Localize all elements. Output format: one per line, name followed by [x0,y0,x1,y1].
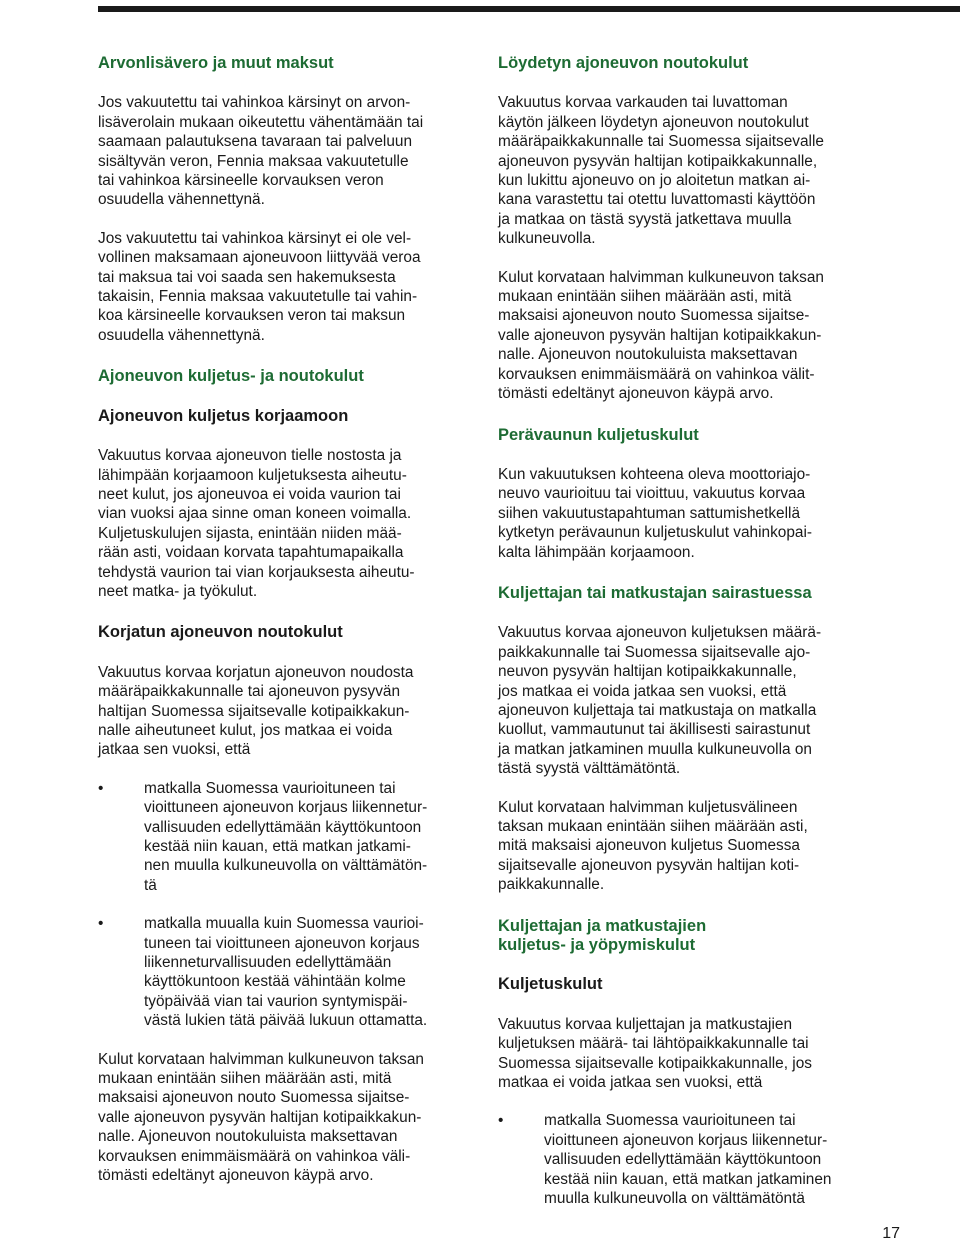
bullet-text: matkalla muualla kuin Suomessa vaurioi- tuneen tai vioittuneen ajoneuvon korjaus liikenneturvallisuuden edellyttämään käyttökuntoon kestää vähintään kolme työpäivää vian tai vaurion syntymispäi- västä lukien tätä päivää lukuun ottamatta. [144,915,428,1030]
bullet-text: matkalla Suomessa vaurioituneen tai vioittuneen ajoneuvon korjaus liikennetur- vallisuuden edellyttämään käyttökuntoon kestää niin kauan, että matkan jatkaminen muulla kulkuneuvolla on välttämätöntä [544,1112,832,1208]
paragraph-illness-1: Vakuutus korvaa ajoneuvon kuljetuksen määrä- paikkakunnalle tai Suomessa sijaitsevalle ajo- neuvon pysyvän haltijan kotipaikkakunnalle, jos matkaa ei voida jatkaa sen vuoksi, että ajoneuvon kuljettaja tai matkustaja on matkalla kuollut, vammautunut tai äkillisesti sairastunut ja matkan jatkaminen muulla kulkuneuvolla on tästä syystä välttämätöntä. [498,624,822,778]
paragraph-repaired-vehicle: Vakuutus korvaa korjatun ajoneuvon noudosta määräpaikkakunnalle tai ajoneuvon pysyvän haltijan Suomessa sijaitsevalle kotipaikkakun- nalle aiheutuneet kulut, jos matkaa ei voida jatkaa sen vuoksi, että [98,663,414,759]
paragraph-cost-limit: Kulut korvataan halvimman kulkuneuvon taksan mukaan enintään siihen määrään asti, mitä maksaisi ajoneuvon nouto Suomessa sijaitse- valle ajoneuvon pysyvän haltijan kotipaikkakun- nalle. Ajoneuvon noutokuluista maksettavan korvauksen enimmäismäärä on vahinkoa väli- tömästi edeltänyt ajoneuvon käypä arvo. [98,1050,424,1185]
paragraph-transport-costs: Vakuutus korvaa kuljettajan ja matkustajien kuljetuksen määrä- tai lähtöpaikkakunnalle tai Suomessa sijaitsevalle kotipaikkakunnalle, jos matkaa ei voida jatkaa sen vuoksi, että [498,1015,812,1092]
paragraph-to-repair: Vakuutus korvaa ajoneuvon tielle nostosta ja lähimpään korjaamoon kuljetuksesta aiheutu- neet kulut, jos ajoneuvoa ei voida vaurion tai vian vuoksi ajaa sinne oman koneen voimalla. Kuljetuskulujen sijasta, enintään niiden mää- rään asti, voidaan korvata tapahtumapaikalla tehdystä vaurion tai vian korjauksesta aiheutu- neet matka- ja työkulut. [98,447,415,600]
paragraph-vat-2: Jos vakuutettu tai vahinkoa kärsinyt ei ole vel- vollinen maksamaan ajoneuvoon liittyvää veroa tai maksua tai voi saada sen hakemuksesta takaisin, Fennia maksaa vakuutetulle tai vahin- koa kärsineelle korvauksen veron tai maksun osuudella vähennettynä. [98,229,421,344]
paragraph-trailer: Kun vakuutuksen kohteena oleva moottoriajo- neuvo vaurioituu tai vioittuu, vakuutus korvaa siihen vakuutustapahtuman sattumishetkellä kytketyn perävaunun kuljetuskulut vahinkopai- kalta lähimpään korjaamoon. [498,465,812,561]
bullet-marker: • [98,779,104,797]
heading-illness: Kuljettajan tai matkustajan sairastuessa [498,583,812,602]
left-column [98,54,464,1186]
subheading-transport-costs: Kuljetuskulut [498,975,603,994]
heading-transport: Ajoneuvon kuljetus- ja noutokulut [98,367,364,386]
subheading-to-repair: Ajoneuvon kuljetus korjaamoon [98,406,349,425]
list-item [498,1111,864,1208]
list-item [98,779,464,895]
right-column [498,54,864,1209]
bullet-text: matkalla Suomessa vaurioituneen tai vioittuneen ajoneuvon korjaus liikennetur- vallisuuden edellyttämään käyttökuntoon kestää niin kauan, että matkan jatkami- nen muulla kulkuneuvolla on välttämätön- tä [144,779,428,894]
bullet-marker: • [98,915,104,933]
top-rule [98,6,960,12]
heading-trailer: Perävaunun kuljetuskulut [498,425,699,444]
paragraph-found-2: Kulut korvataan halvimman kulkuneuvon taksan mukaan enintään siihen määrään asti, mitä maksaisi ajoneuvon nouto Suomessa sijaitse- valle ajoneuvon pysyvän haltijan kotipaikkakun- nalle. Ajoneuvon noutokuluista maksettavan korvauksen enimmäismäärä on vahinkoa välit- tömästi edeltänyt ajoneuvon käypä arvo. [498,268,824,403]
paragraph-illness-2: Kulut korvataan halvimman kuljetusvälineen taksan mukaan enintään siihen määrään asti, mitä maksaisi ajoneuvon kuljetus Suomessa sijaitsevalle ajoneuvon pysyvän haltijan koti- paikkakunnalle. [498,798,808,894]
list-item [98,914,464,1030]
bullet-marker: • [498,1112,504,1130]
heading-lodging: Kuljettajan ja matkustajien kuljetus- ja yöpymiskulut [498,916,707,955]
heading-vat: Arvonlisävero ja muut maksut [98,54,334,72]
page-number: 17 [882,1225,900,1242]
paragraph-found-1: Vakuutus korvaa varkauden tai luvattoman käytön jälkeen löydetyn ajoneuvon noutokulut määräpaikkakunnalle tai Suomessa sijaitsevalle ajoneuvon pysyvän haltijan kotipaikkakunnalle, kun lukittu ajoneuvo on jo aloitetun matkan ai- kana varastettu tai otettu luvattomasti käyttöön ja matkaa on tästä syystä jatkettava muulla kulkuneuvolla. [498,94,824,248]
heading-found-vehicle: Löydetyn ajoneuvon noutokulut [498,54,749,72]
paragraph-vat-1: Jos vakuutettu tai vahinkoa kärsinyt on arvon- lisäverolain mukaan oikeutettu vähentämään tai saamaan palautuksena tavaraan tai palveluun sisältyvän veron, Fennia maksaa vakuutetulle tai vahinkoa kärsineelle korvauksen veron osuudella vähennettynä. [98,94,424,209]
subheading-repaired-vehicle: Korjatun ajoneuvon noutokulut [98,623,343,642]
